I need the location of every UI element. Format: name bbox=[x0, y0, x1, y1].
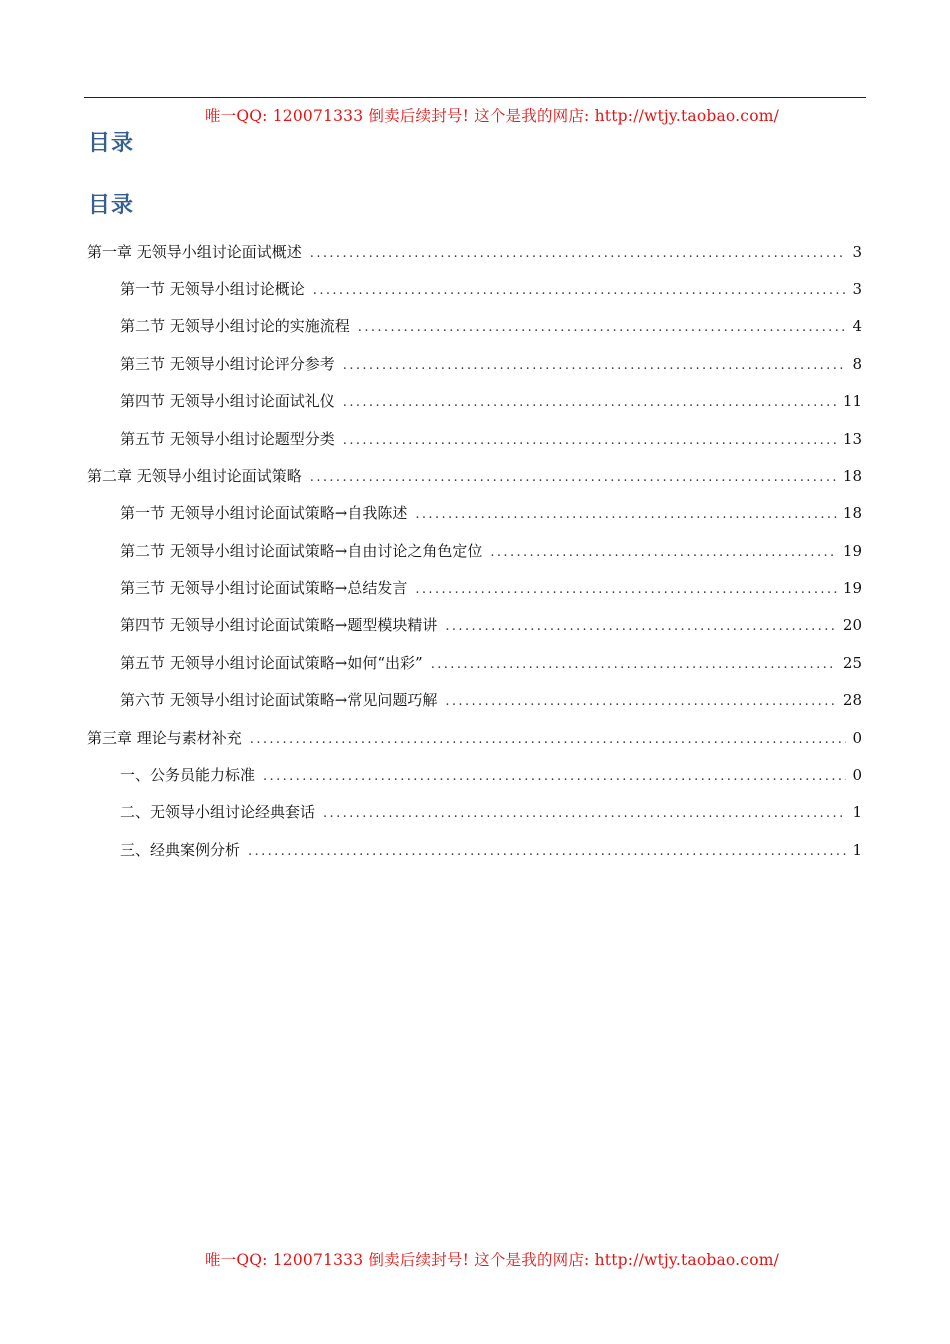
toc-entry[interactable] bbox=[120, 352, 862, 376]
toc-leader-dots bbox=[415, 578, 837, 602]
toc-entry-text: 第五节 无领导小组讨论题型分类 bbox=[120, 430, 335, 448]
toc-leader-dots bbox=[343, 429, 837, 453]
toc-entry-text: 第二节 无领导小组讨论面试策略→自由讨论之角色定位 bbox=[120, 542, 483, 560]
toc-leader-dots bbox=[310, 242, 846, 266]
toc-heading-first: 目录 bbox=[88, 130, 135, 156]
toc-entry-page: 13 bbox=[842, 430, 862, 448]
toc-leader-dots bbox=[343, 391, 837, 415]
toc-entry[interactable] bbox=[120, 613, 862, 637]
toc-entry-page: 19 bbox=[842, 579, 862, 597]
toc-entry[interactable] bbox=[120, 576, 862, 600]
toc-leader-dots bbox=[313, 279, 846, 303]
toc-entry-text: 第五节 无领导小组讨论面试策略→如何“出彩” bbox=[120, 654, 423, 672]
toc-entry-text: 第四节 无领导小组讨论面试策略→题型模块精讲 bbox=[120, 616, 438, 634]
toc-entry[interactable] bbox=[87, 726, 862, 750]
toc-entry[interactable] bbox=[120, 688, 862, 712]
toc-entry-page: 1 bbox=[852, 803, 862, 821]
toc-entry[interactable] bbox=[87, 464, 862, 488]
toc-entry-text: 三、经典案例分析 bbox=[120, 841, 241, 859]
toc-entry-page: 20 bbox=[842, 616, 862, 634]
toc-leader-dots bbox=[248, 840, 846, 864]
toc-leader-dots bbox=[445, 615, 837, 639]
toc-entry-text: 第六节 无领导小组讨论面试策略→常见问题巧解 bbox=[120, 691, 438, 709]
toc-entry-text: 第三章 理论与素材补充 bbox=[87, 729, 242, 747]
toc-leader-dots bbox=[310, 466, 837, 490]
toc-entry[interactable] bbox=[120, 763, 862, 787]
toc-entry[interactable] bbox=[120, 800, 862, 824]
toc-entry-page: 3 bbox=[852, 243, 862, 261]
toc-entry-text: 第一章 无领导小组讨论面试概述 bbox=[87, 243, 302, 261]
toc-entry[interactable] bbox=[120, 427, 862, 451]
toc-leader-dots bbox=[263, 765, 846, 789]
toc-entry-page: 0 bbox=[852, 766, 862, 784]
toc-leader-dots bbox=[431, 653, 837, 677]
toc-leader-dots bbox=[358, 316, 846, 340]
toc-leader-dots bbox=[250, 728, 846, 752]
toc-entry-text: 第二章 无领导小组讨论面试策略 bbox=[87, 467, 302, 485]
toc-leader-dots bbox=[445, 690, 837, 714]
toc-heading-second: 目录 bbox=[88, 192, 135, 218]
toc-leader-dots bbox=[490, 541, 837, 565]
toc-entry-text: 第四节 无领导小组讨论面试礼仪 bbox=[120, 392, 335, 410]
toc-entry-page: 0 bbox=[852, 729, 862, 747]
toc-entry-text: 第三节 无领导小组讨论评分参考 bbox=[120, 355, 335, 373]
toc-entry-page: 19 bbox=[842, 542, 862, 560]
toc-entry[interactable] bbox=[87, 240, 862, 264]
toc-entry-text: 第三节 无领导小组讨论面试策略→总结发言 bbox=[120, 579, 408, 597]
toc-entry-page: 18 bbox=[842, 504, 862, 522]
toc-entry[interactable] bbox=[120, 651, 862, 675]
toc-entry-page: 28 bbox=[842, 691, 862, 709]
toc-entry-text: 二、无领导小组讨论经典套话 bbox=[120, 803, 316, 821]
toc-leader-dots bbox=[415, 503, 837, 527]
toc-leader-dots bbox=[343, 354, 846, 378]
toc-entry-page: 11 bbox=[842, 392, 862, 410]
toc-leader-dots bbox=[323, 802, 846, 826]
toc-entry[interactable] bbox=[120, 838, 862, 862]
header-banner: 唯一QQ: 120071333 倒卖后续封号! 这个是我的网店: http://wtjy.taobao.com/ bbox=[204, 107, 780, 125]
toc-entry[interactable] bbox=[120, 389, 862, 413]
toc-entry-text: 第二节 无领导小组讨论的实施流程 bbox=[120, 317, 350, 335]
toc-entry-page: 4 bbox=[852, 317, 862, 335]
toc-entry-page: 18 bbox=[842, 467, 862, 485]
toc-entry[interactable] bbox=[120, 277, 862, 301]
toc-entry-page: 25 bbox=[842, 654, 862, 672]
toc-entry-text: 第一节 无领导小组讨论面试策略→自我陈述 bbox=[120, 504, 408, 522]
header-rule bbox=[84, 97, 866, 98]
toc-entry-page: 1 bbox=[852, 841, 862, 859]
toc-entry-text: 第一节 无领导小组讨论概论 bbox=[120, 280, 305, 298]
toc-entry-page: 3 bbox=[852, 280, 862, 298]
toc-entry[interactable] bbox=[120, 539, 862, 563]
toc-entry-page: 8 bbox=[852, 355, 862, 373]
toc-entry[interactable] bbox=[120, 314, 862, 338]
toc-entry-text: 一、公务员能力标准 bbox=[120, 766, 256, 784]
toc-entry[interactable] bbox=[120, 501, 862, 525]
footer-banner: 唯一QQ: 120071333 倒卖后续封号! 这个是我的网店: http://wtjy.taobao.com/ bbox=[204, 1251, 780, 1269]
